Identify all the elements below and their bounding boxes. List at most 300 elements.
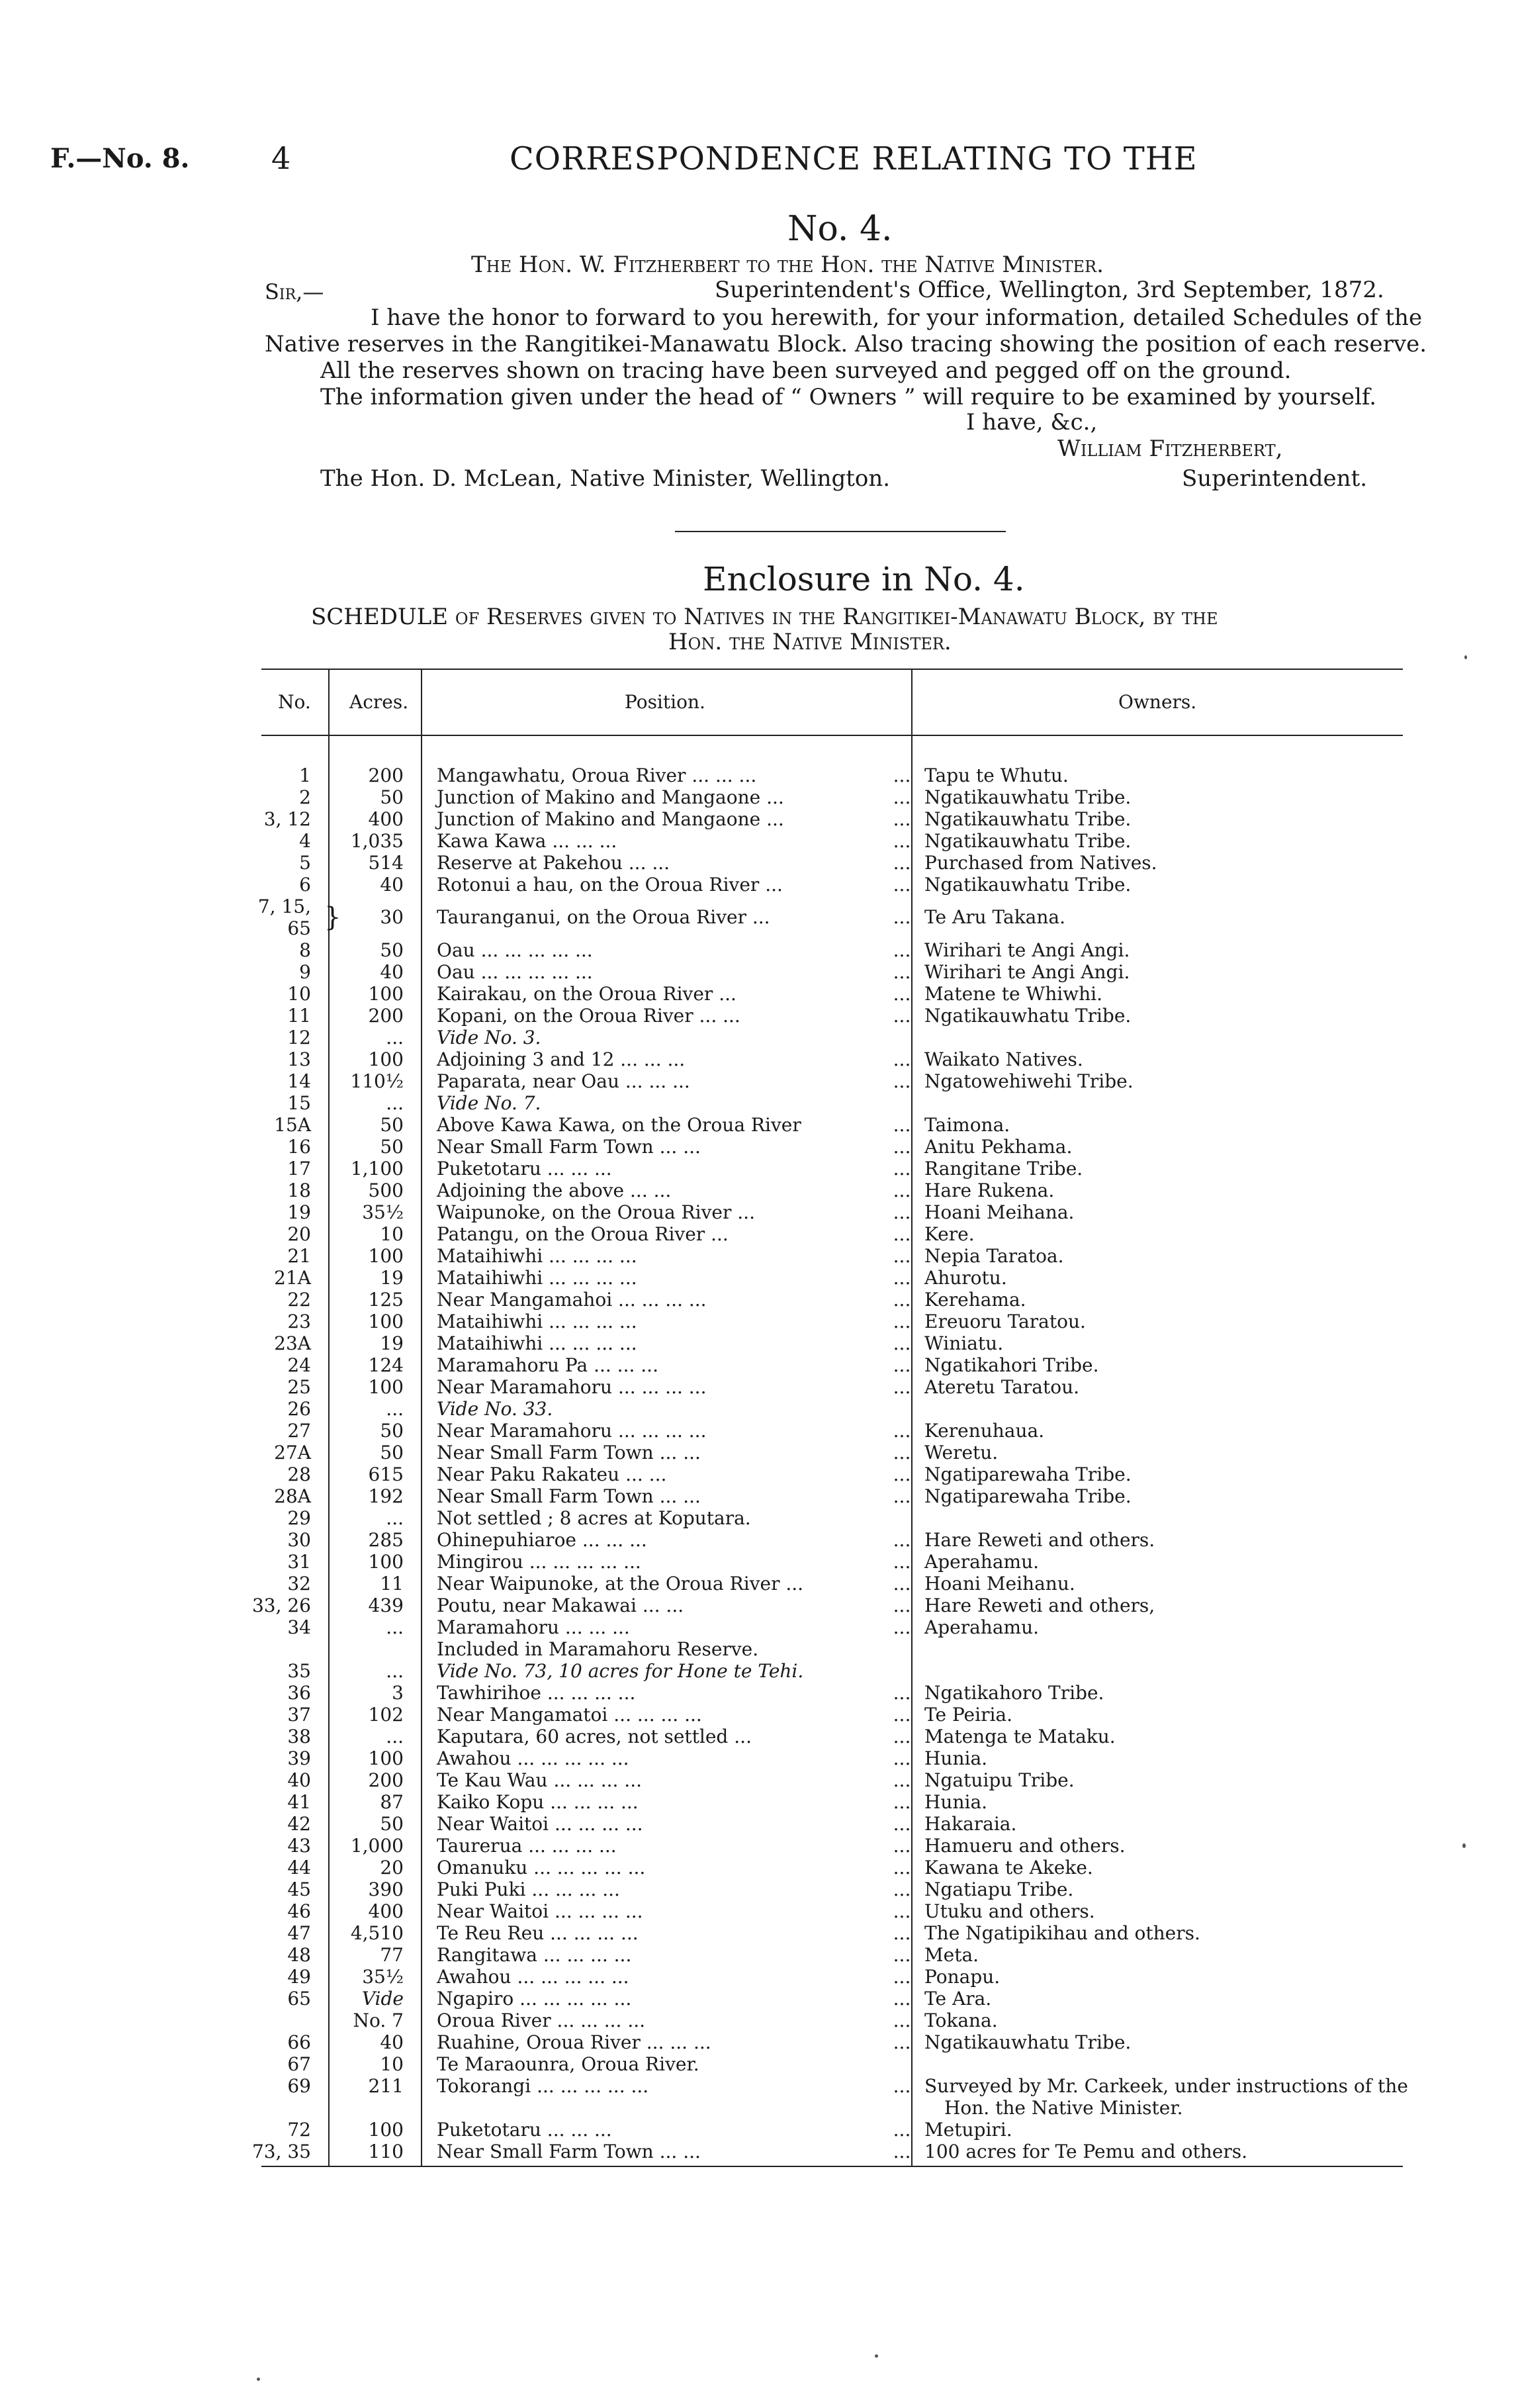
reserve-number-text: 11 (287, 1005, 311, 1027)
reserve-position-text: Mataihiwhi (437, 1267, 543, 1289)
reserve-owners-text: Metupiri. (924, 2119, 1012, 2141)
reserve-owners (924, 1223, 975, 1245)
reserve-position (437, 1223, 729, 1245)
reserve-number-text: 22 (287, 1289, 311, 1311)
table-row (0, 786, 1516, 808)
reserve-acres: 200 (368, 1769, 404, 1791)
reserve-position-text: Junction of Makino and Mangaone (437, 786, 761, 808)
reserve-position (437, 1507, 751, 1529)
reserve-position-text: Waipunoke, on the Oroua River (437, 1201, 732, 1223)
reserve-owners (924, 1354, 1099, 1376)
reserve-position-text: Oau (437, 939, 475, 961)
reserve-number-text: 23A (274, 1332, 311, 1354)
reserve-position-text: Mataihiwhi (437, 1332, 543, 1354)
reserve-position-text: Oroua River (437, 2010, 551, 2031)
reserve-number-text: 23 (287, 1311, 311, 1332)
reserve-number (218, 1616, 311, 1638)
leader-dots: ... (893, 1878, 911, 1900)
reserve-position-text: Awahou ... (437, 1966, 535, 1988)
reserve-acres: 19 (380, 1332, 404, 1354)
reserve-position-text: Awahou ... (437, 1747, 535, 1769)
reserve-position (437, 1289, 707, 1311)
reserve-number (218, 1922, 311, 1944)
reserve-owners (924, 1529, 1155, 1551)
leader-dots: ... ... ... ... (547, 1682, 636, 1704)
leader-dots: ... (893, 1005, 911, 1027)
reserve-owners (924, 1311, 1086, 1332)
reserve-acres: 50 (380, 1136, 404, 1158)
reserve-position (437, 1966, 629, 1988)
reserve-position (437, 1114, 801, 1136)
reserve-number (218, 1704, 311, 1726)
table-row (0, 852, 1516, 874)
table-row (0, 2010, 1516, 2031)
leader-dots: ... (893, 2010, 911, 2031)
reserve-owners (924, 1420, 1044, 1442)
leader-dots: ... (893, 852, 911, 874)
leader-dots: ... ... ... ... ... (480, 961, 593, 983)
reserve-position (437, 1070, 690, 1092)
reserve-owners-text: Ereuoru Taratou. (924, 1311, 1086, 1332)
table-row (0, 1682, 1516, 1704)
reserve-position (437, 764, 756, 786)
reserve-owners-text: Utuku and others. (924, 1900, 1095, 1922)
reserve-number-text: 24 (287, 1354, 311, 1376)
reserve-owners (924, 2075, 1408, 2119)
reserve-number-text: 28A (274, 1485, 311, 1507)
reserve-acres: ... (386, 1726, 404, 1747)
reserve-number (218, 983, 311, 1005)
reserve-owners (924, 1835, 1126, 1857)
reserve-position-text: Junction of Makino and Mangaone (437, 808, 761, 830)
leader-dots: ... ... ... ... (553, 1769, 643, 1791)
table-row (0, 1638, 1516, 1660)
reserve-owners (924, 961, 1130, 983)
letter-paragraph-3: The information given under the head of “ Owners ” will require to be examined by yourself. (320, 384, 1377, 410)
reserve-number-text: 67 (287, 2053, 311, 2075)
reserve-number (218, 1660, 311, 1682)
reserve-number (218, 961, 311, 983)
reserve-acres: 10 (380, 2053, 404, 2075)
reserve-position (437, 1835, 617, 1857)
scan-speck (875, 2354, 878, 2358)
reserve-position (437, 1158, 612, 1180)
table-row (0, 2053, 1516, 2075)
leader-dots: ... (893, 1267, 911, 1289)
leader-dots: ... ... (625, 1463, 667, 1485)
leader-dots: ... ... ... ... (553, 1551, 641, 1573)
reserve-acres: 35½ (362, 1201, 404, 1223)
reserve-owners-text: Hare Reweti and others. (924, 1529, 1155, 1551)
reserve-owners (924, 1922, 1200, 1944)
reserve-number-text: 34 (287, 1616, 311, 1638)
reserve-number (218, 1857, 311, 1878)
table-row (0, 1027, 1516, 1048)
reserve-owners-text: Wirihari te Angi Angi. (924, 939, 1130, 961)
reserve-number (218, 939, 311, 961)
reserve-position (437, 1201, 755, 1223)
leader-dots: ... ... ... ... (560, 2075, 649, 2097)
leader-dots: ... (893, 1857, 911, 1878)
leader-dots: ... ... ... (637, 1704, 702, 1726)
reserve-number-text: 5 (299, 852, 311, 874)
leader-dots: ... (893, 1988, 911, 2010)
reserve-acres: 200 (368, 1005, 404, 1027)
reserve-owners-text: Ponapu. (924, 1966, 1001, 1988)
reserve-position-text: Oau (437, 961, 475, 983)
leader-dots: ... (893, 1311, 911, 1332)
reserve-acres: 400 (368, 808, 404, 830)
reserve-number (218, 2119, 311, 2141)
reserves-table-body (0, 764, 1516, 2162)
table-row (0, 1966, 1516, 1988)
leader-dots: ... (893, 1485, 911, 1507)
table-row (0, 1442, 1516, 1463)
reserve-position (437, 852, 670, 874)
reserve-number (218, 874, 311, 896)
reserve-number-text: 15A (274, 1114, 311, 1136)
reserve-owners (924, 1289, 1026, 1311)
reserve-position-text: Near Small Farm Town (437, 1136, 654, 1158)
reserve-position-text: Adjoining 3 and 12 ... (437, 1048, 638, 1070)
reserve-owners (924, 1463, 1132, 1485)
reserve-position-text: Vide No. 33. (437, 1398, 553, 1420)
reserve-acres: 50 (380, 786, 404, 808)
reserve-number (218, 1747, 311, 1769)
reserve-acres: ... (386, 1660, 404, 1682)
leader-dots: ... ... ... ... (550, 1922, 639, 1944)
reserve-acres: 400 (368, 1900, 404, 1922)
reserve-number-text: 14 (287, 1070, 311, 1092)
reserve-position-text: Poutu, near Makawai (437, 1595, 637, 1616)
reserve-number-text: 41 (287, 1791, 311, 1813)
reserve-position-text: Near Waitoi (437, 1900, 549, 1922)
reserve-position-text: Kopani, on the Oroua River ... (437, 1005, 717, 1027)
reserve-acres: 100 (368, 983, 404, 1005)
section-divider (675, 531, 1006, 532)
reserve-owners-text: Ngatikahori Tribe. (924, 1354, 1099, 1376)
reserve-acres: 1,000 (350, 1835, 404, 1857)
reserve-position (437, 2053, 699, 2075)
reserve-owners-text: Ngatiparewaha Tribe. (924, 1485, 1132, 1507)
reserve-owners-text: Hoani Meihanu. (924, 1573, 1075, 1595)
reserve-number (218, 1311, 311, 1332)
reserve-acres: 50 (380, 1420, 404, 1442)
reserve-number-text: 37 (287, 1704, 311, 1726)
table-header-rule (261, 735, 1403, 736)
reserve-owners (924, 906, 1065, 928)
leader-dots: ... (766, 808, 784, 830)
reserve-owners-text: Surveyed by Mr. Carkeek, under instructions of the (924, 2075, 1408, 2097)
reserve-position-text: Rangitawa (437, 1944, 537, 1966)
leader-dots: ... (893, 1048, 911, 1070)
table-row (0, 1463, 1516, 1485)
reserve-position-text: Omanuku ... (437, 1857, 551, 1878)
reserve-number (218, 1682, 311, 1704)
sign-off: I have, &c., (966, 409, 1098, 436)
leader-dots: ... (893, 1813, 911, 1835)
enclosure-title: Enclosure in No. 4. (703, 560, 1025, 598)
reserve-number (218, 1551, 311, 1573)
table-row (0, 1420, 1516, 1442)
reserve-position (437, 1922, 639, 1944)
table-row (0, 961, 1516, 983)
leader-dots: ... ... ... ... (541, 1747, 629, 1769)
table-row (0, 939, 1516, 961)
brace-glyph: } (324, 902, 341, 933)
reserve-number (218, 830, 311, 852)
leader-dots: ... (737, 1201, 755, 1223)
reserve-number-text: 30 (287, 1529, 311, 1551)
salutation: Sir,— (265, 279, 324, 304)
reserve-position (437, 1551, 641, 1573)
reserve-number (218, 1332, 311, 1354)
reserve-number (218, 2053, 311, 2075)
scan-speck (1462, 1843, 1466, 1848)
reserve-number-text: 27 (287, 1420, 311, 1442)
leader-dots: ... (893, 1944, 911, 1966)
reserve-owners-text: Kerenuhaua. (924, 1420, 1045, 1442)
table-row (0, 1747, 1516, 1769)
table-row (0, 1136, 1516, 1158)
reserve-owners-text: Purchased from Natives. (924, 852, 1157, 874)
reserve-number-text: 29 (287, 1507, 311, 1529)
reserve-acres: 100 (368, 1245, 404, 1267)
reserve-acres: 50 (380, 1813, 404, 1835)
reserve-number (218, 1944, 311, 1966)
reserve-position (437, 1267, 637, 1289)
reserve-owners-text: Te Peiria. (924, 1704, 1013, 1726)
leader-dots: ... (893, 1180, 911, 1201)
reserve-number (218, 786, 311, 808)
reserve-number-text: 73, 35 (251, 2141, 311, 2162)
reserve-position (437, 1376, 706, 1398)
reserve-owners (924, 1180, 1054, 1201)
reserve-acres: 110½ (350, 1070, 404, 1092)
leader-dots: ... (893, 1289, 911, 1311)
reserve-acres: ... (386, 1092, 404, 1114)
reserve-position-text: Reserve at Pakehou (437, 852, 623, 874)
reserve-owners (924, 2119, 1012, 2141)
reserve-number (218, 1267, 311, 1289)
reserve-number (218, 764, 311, 786)
table-row (0, 2031, 1516, 2053)
reserve-owners-text: Hakaraia. (924, 1813, 1017, 1835)
reserve-owners-text: The Ngatipikihau and others. (924, 1922, 1200, 1944)
table-row (0, 1769, 1516, 1791)
reserve-acres: 40 (380, 874, 404, 896)
reserve-number (218, 1223, 311, 1245)
table-row (0, 1813, 1516, 1835)
reserve-position (437, 1813, 643, 1835)
reserve-number-text: 9 (299, 961, 311, 983)
leader-dots: ... (893, 2119, 911, 2141)
reserve-acres: ... (386, 1398, 404, 1420)
reserve-number (218, 1048, 311, 1070)
reserve-number-text: 44 (287, 1857, 311, 1878)
leader-dots: ... ... ... ... ... (480, 939, 593, 961)
reserve-acres: 19 (380, 1267, 404, 1289)
reserve-position (437, 1616, 630, 1638)
reserve-acres: 50 (380, 1114, 404, 1136)
leader-dots: ... ... ... ... (531, 1878, 620, 1900)
reserve-owners (924, 1944, 979, 1966)
reserve-position-text: Near Small Farm Town (437, 2141, 654, 2162)
reserve-owners-text: Hunia. (924, 1747, 988, 1769)
table-row (0, 1529, 1516, 1551)
reserve-owners (924, 1878, 1073, 1900)
reserve-number-text: 21 (287, 1245, 311, 1267)
reserve-position (437, 1988, 631, 2010)
reserve-number (218, 1092, 311, 1114)
table-row (0, 2119, 1516, 2141)
header-acres: Acres. (349, 691, 409, 713)
leader-dots: ... (893, 1201, 911, 1223)
table-row (0, 1311, 1516, 1332)
reserve-position-text: Near Mangamatoi ... (437, 1704, 631, 1726)
reserve-position-text: Near Maramahoru ... (437, 1420, 636, 1442)
reserve-owners (924, 1769, 1075, 1791)
reserve-owners-text: Ngatikauwhatu Tribe. (924, 830, 1132, 852)
reserve-owners (924, 1791, 987, 1813)
leader-dots: ... ... ... (547, 1158, 612, 1180)
reserve-owners-text: Ngatiparewaha Tribe. (924, 1463, 1132, 1485)
reserve-owners (924, 1573, 1075, 1595)
reserve-position-text: Near Small Farm Town (437, 1485, 654, 1507)
reserve-owners (924, 1857, 1093, 1878)
leader-dots: ... ... ... ... (549, 1332, 637, 1354)
reserve-owners (924, 1813, 1016, 1835)
leader-dots: ... (893, 1922, 911, 1944)
reserve-acres: 192 (368, 1485, 404, 1507)
reserve-number (218, 808, 311, 830)
reserve-owners-text: Ngatikauwhatu Tribe. (924, 1005, 1132, 1027)
reserve-position-text: Puketotaru (437, 1158, 541, 1180)
table-row (0, 1944, 1516, 1966)
reserve-acres: 20 (380, 1857, 404, 1878)
table-row (0, 1180, 1516, 1201)
leader-dots: ... (893, 874, 911, 896)
reserve-owners (924, 1988, 991, 2010)
document-reference: F.—No. 8. (50, 143, 190, 174)
reserve-number-text: 45 (287, 1878, 311, 1900)
reserve-number-text: 38 (287, 1726, 311, 1747)
table-row (0, 1595, 1516, 1616)
reserve-owners (924, 852, 1157, 874)
reserve-position (437, 1463, 666, 1485)
reserve-acres: 110 (368, 2141, 404, 2162)
reserve-number-text: 4 (299, 830, 311, 852)
reserve-number (218, 1791, 311, 1813)
leader-dots: ... (893, 1420, 911, 1442)
reserve-owners-text: Wirihari te Angi Angi. (924, 961, 1130, 983)
reserve-position-text: Near Paku Rakateu (437, 1463, 620, 1485)
reserve-position (437, 1092, 541, 1114)
table-row (0, 1245, 1516, 1267)
reserve-acres: ... (386, 1507, 404, 1529)
reserve-number-text: 35 (287, 1660, 311, 1682)
reserve-number (218, 1463, 311, 1485)
leader-dots: ... (734, 1726, 752, 1747)
reserve-number-text: 12 (287, 1027, 311, 1048)
reserve-number-text: 42 (287, 1813, 311, 1835)
leader-dots: ... ... ... (641, 1289, 707, 1311)
reserve-owners (924, 1158, 1083, 1180)
leader-dots: ... (893, 1529, 911, 1551)
reserve-position (437, 961, 593, 983)
leader-dots: ... ... ... (646, 2031, 711, 2053)
reserve-acres: 11 (380, 1573, 404, 1595)
letter-paragraph-1a: I have the honor to forward to you herewith, for your information, detailed Schedules of the (371, 304, 1423, 331)
addressee: The Hon. D. McLean, Native Minister, Wellington. (320, 465, 891, 492)
reserve-number-text: 10 (287, 983, 311, 1005)
reserve-number-text: 28 (287, 1463, 311, 1485)
leader-dots: ... (893, 786, 911, 808)
reserve-position (437, 1180, 671, 1201)
leader-dots: ... (893, 830, 911, 852)
table-row (0, 1791, 1516, 1813)
reserve-owners (924, 1747, 987, 1769)
reserve-owners-text: Ngatiapu Tribe. (924, 1878, 1074, 1900)
leader-dots: ... (723, 1005, 740, 1027)
leader-dots: ... (893, 961, 911, 983)
reserve-owners (924, 1070, 1134, 1092)
reserve-position-text: Tauranganui, on the Oroua River (437, 906, 746, 928)
reserve-acres: 514 (368, 852, 404, 874)
reserve-number (218, 1878, 311, 1900)
table-row (0, 983, 1516, 1005)
leader-dots: ... (893, 1332, 911, 1354)
reserve-owners (924, 1201, 1074, 1223)
leader-dots: ... ... ... ... (543, 1988, 632, 2010)
reserve-position-text: Te Kau Wau (437, 1769, 548, 1791)
reserve-position-text: Puketotaru (437, 2119, 541, 2141)
reserve-number (218, 1201, 311, 1223)
reserve-number (218, 1966, 311, 1988)
leader-dots: ... (893, 1070, 911, 1092)
leader-dots: ... ... ... ... (549, 1311, 637, 1332)
leader-dots: ... (893, 1747, 911, 1769)
leader-dots: ... (893, 1442, 911, 1463)
reserve-number-text: 39 (287, 1747, 311, 1769)
letter-paragraph-1b: Native reserves in the Rangitikei-Manawatu Block. Also tracing showing the position of each reserve. (265, 331, 1427, 357)
reserve-position-text: Tokorangi ... (437, 2075, 555, 2097)
reserve-number-text: 19 (287, 1201, 311, 1223)
leader-dots: ... ... ... ... (557, 1857, 646, 1878)
reserve-position-text: Paparata, near Oau ... (437, 1070, 643, 1092)
leader-dots: ... ... ... ... (550, 1791, 639, 1813)
reserve-number-text: 1 (299, 764, 311, 786)
reserve-owners-text: Ngatikauwhatu Tribe. (924, 786, 1132, 808)
reserve-acres: 40 (380, 2031, 404, 2053)
table-row (0, 1988, 1516, 2010)
reserve-owners (924, 1005, 1131, 1027)
reserve-acres: ... (386, 1027, 404, 1048)
reserve-owners-text: Ahurotu. (924, 1267, 1007, 1289)
leader-dots: ... (893, 1376, 911, 1398)
reserve-owners-text: Tokana. (924, 2010, 998, 2031)
reserve-owners-text: Nepia Taratoa. (924, 1245, 1064, 1267)
reserve-position (437, 1595, 684, 1616)
reserve-position-text: Mingirou ... (437, 1551, 547, 1573)
reserve-acres: 1,100 (350, 1158, 404, 1180)
table-row (0, 1005, 1516, 1027)
reserve-number (218, 1529, 311, 1551)
table-row (0, 1092, 1516, 1114)
reserve-owners-text: Winiatu. (924, 1332, 1004, 1354)
reserve-owners-text: Hoani Meihana. (924, 1201, 1075, 1223)
reserve-owners (924, 830, 1131, 852)
